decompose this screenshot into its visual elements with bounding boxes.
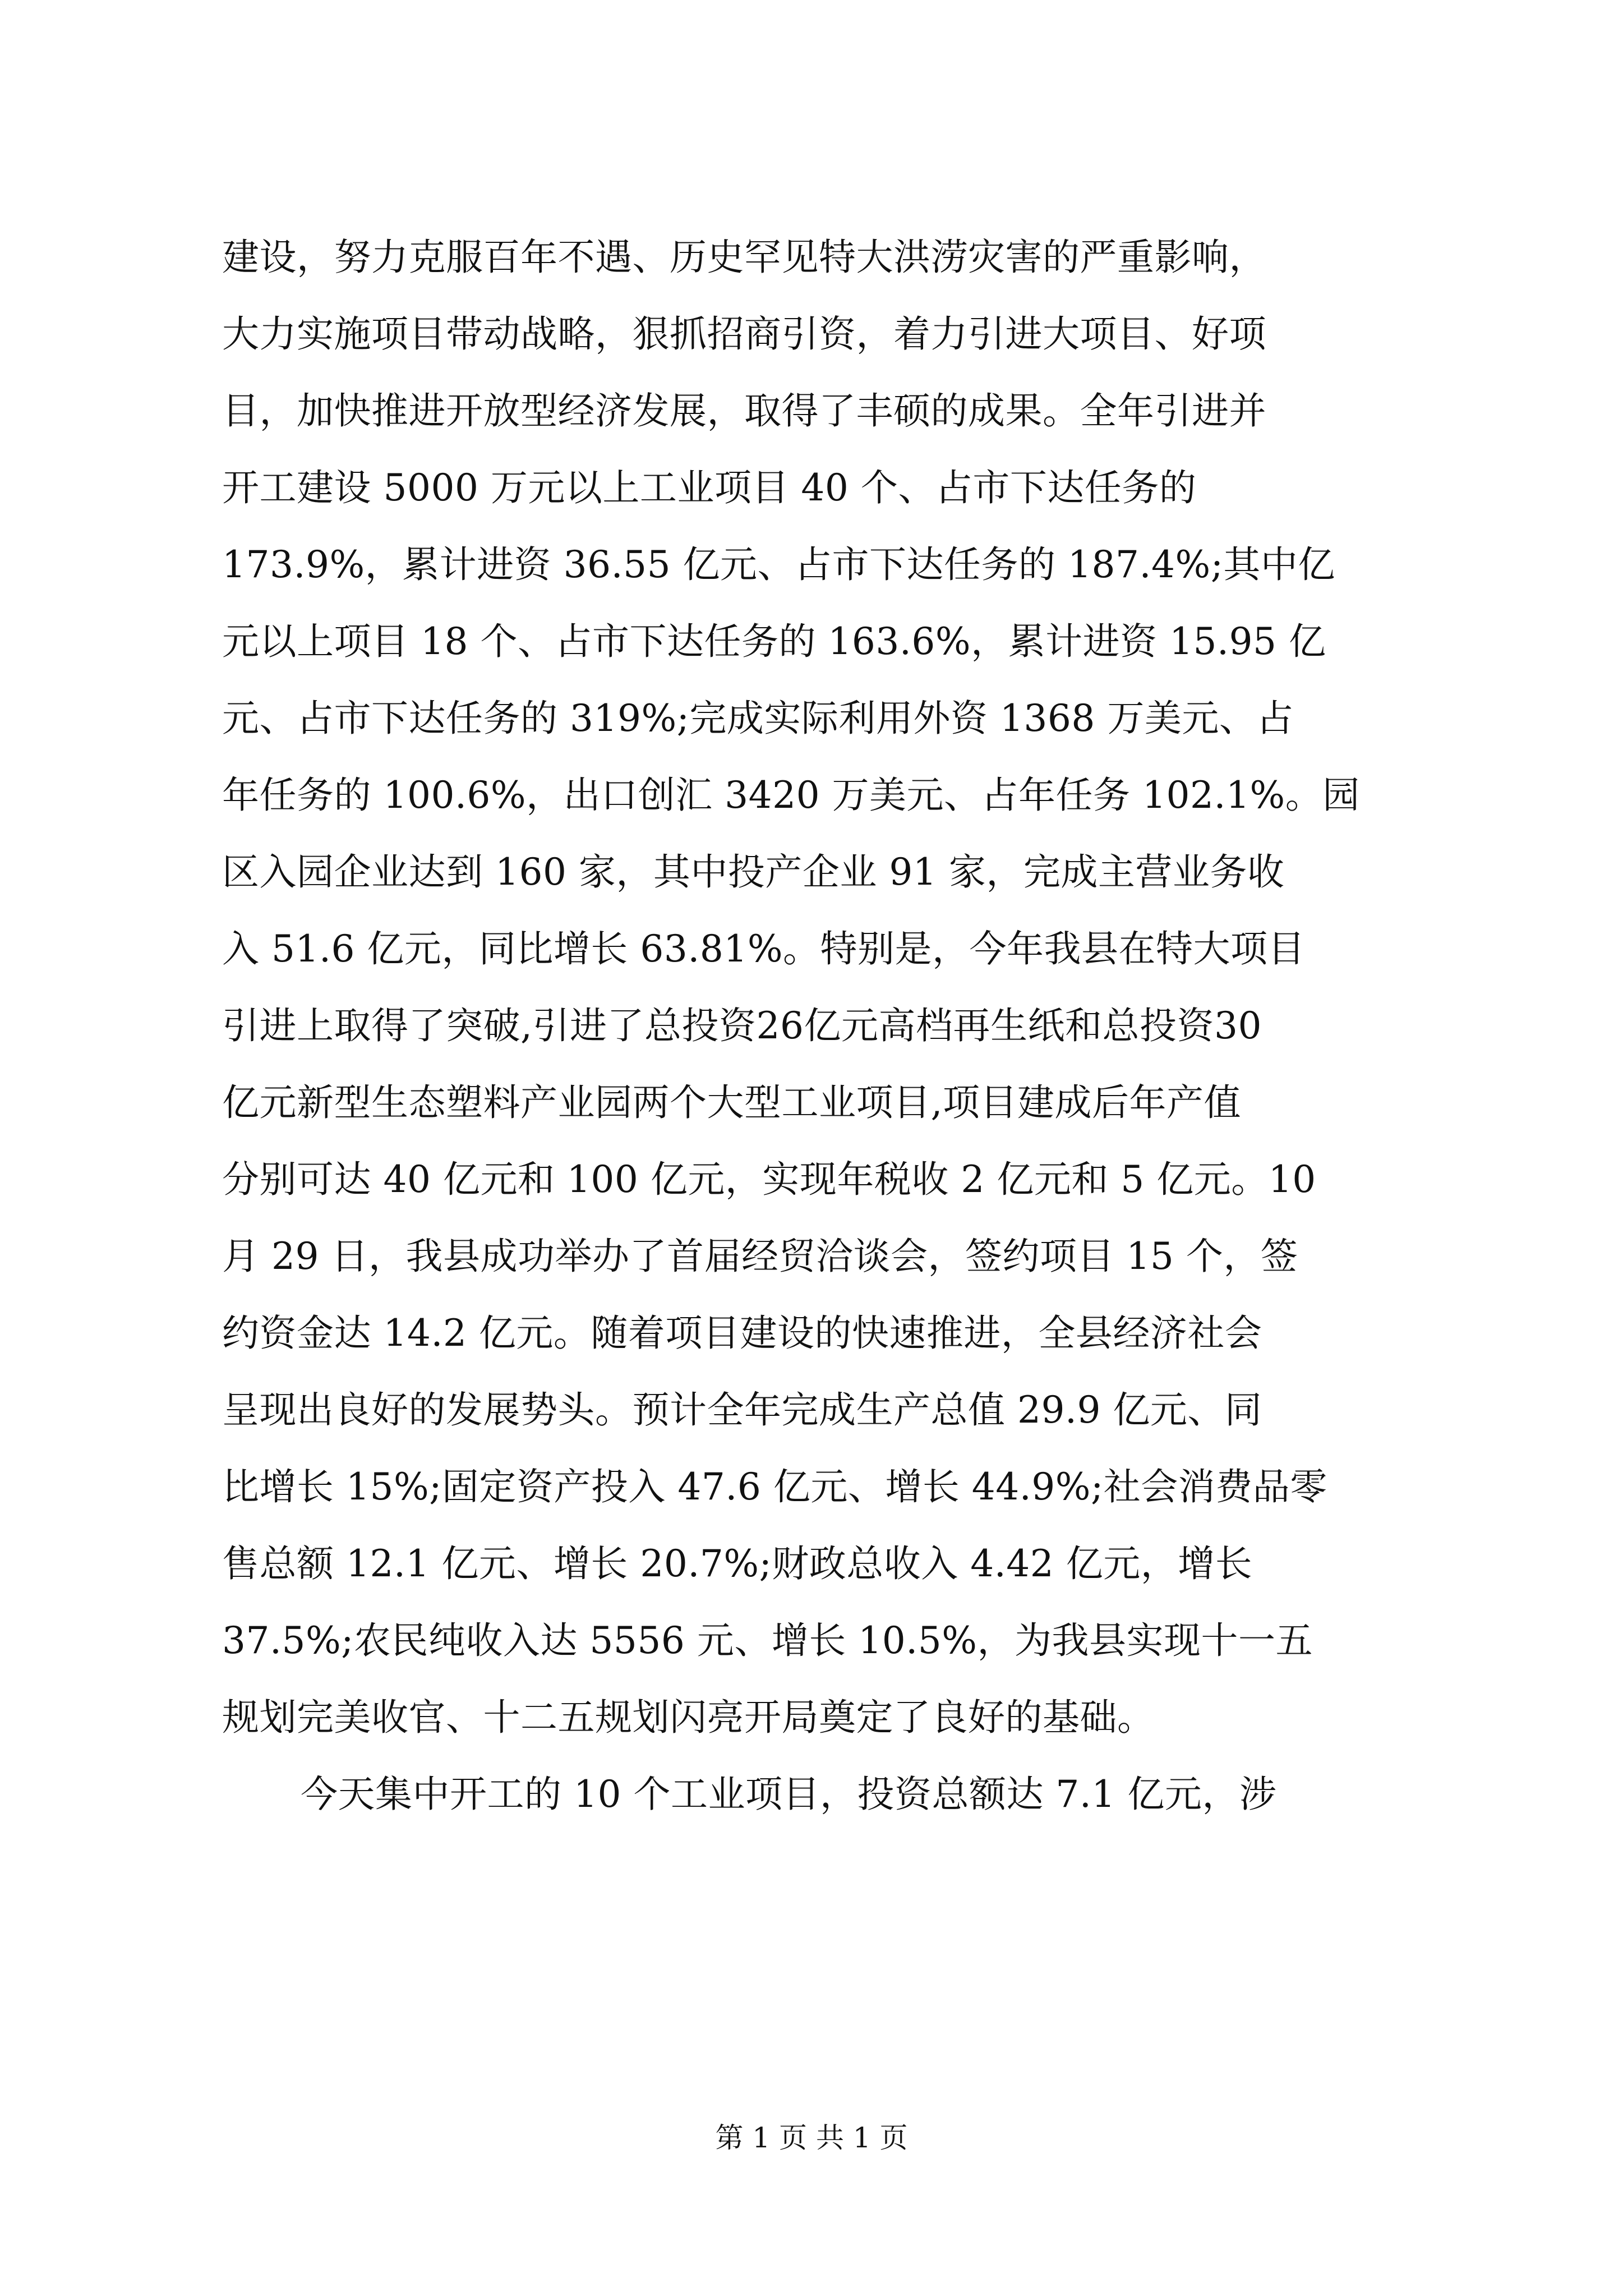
text-line: 引进上取得了突破,引进了总投资26亿元高档再生纸和总投资30 [222, 1004, 1262, 1047]
text-line: 建设，努力克服百年不遇、历史罕见特大洪涝灾害的严重影响， [222, 236, 1266, 279]
text-line: 售总额 12.1 亿元、增长 20.7%;财政总收入 4.42 亿元，增长 [222, 1542, 1253, 1585]
text-line: 呈现出良好的发展势头。预计全年完成生产总值 29.9 亿元、同 [222, 1388, 1262, 1432]
text-line: 年任务的 100.6%，出口创汇 3420 万美元、占年任务 102.1%。园 [222, 774, 1360, 817]
text-line: 亿元新型生态塑料产业园两个大型工业项目,项目建成后年产值 [222, 1081, 1241, 1124]
text-line: 开工建设 5000 万元以上工业项目 40 个、占市下达任务的 [222, 466, 1197, 509]
text-line: 元以上项目 18 个、占市下达任务的 163.6%，累计进资 15.95 亿 [222, 620, 1326, 663]
paragraph-start-line: 今天集中开工的 10 个工业项目，投资总额达 7.1 亿元，涉 [301, 1773, 1277, 1816]
text-line: 规划完美收官、十二五规划闪亮开局奠定了良好的基础。 [222, 1696, 1155, 1739]
text-line: 大力实施项目带动战略，狠抓招商引资，着力引进大项目、好项 [222, 312, 1266, 356]
text-line: 目，加快推进开放型经济发展，取得了丰硕的成果。全年引进并 [222, 389, 1266, 432]
text-line: 173.9%，累计进资 36.55 亿元、占市下达任务的 187.4%;其中亿 [222, 543, 1335, 586]
text-line: 元、占市下达任务的 319%;完成实际利用外资 1368 万美元、占 [222, 697, 1294, 740]
text-line: 分别可达 40 亿元和 100 亿元，实现年税收 2 亿元和 5 亿元。10 [222, 1158, 1316, 1201]
text-line: 入 51.6 亿元，同比增长 63.81%。特别是，今年我县在特大项目 [222, 927, 1306, 970]
page-footer [0, 2118, 1623, 2157]
text-line: 约资金达 14.2 亿元。随着项目建设的快速推进，全县经济社会 [222, 1312, 1262, 1355]
text-line: 37.5%;农民纯收入达 5556 元、增长 10.5%，为我县实现十一五 [222, 1619, 1313, 1662]
text-line: 区入园企业达到 160 家，其中投产企业 91 家，完成主营业务收 [222, 850, 1285, 894]
text-line: 比增长 15%;固定资产投入 47.6 亿元、增长 44.9%;社会消费品零 [222, 1465, 1327, 1508]
text-line: 月 29 日，我县成功举办了首届经贸洽谈会，签约项目 15 个，签 [222, 1235, 1298, 1278]
page-number: 第 1 页 共 1 页 [715, 2122, 908, 2154]
body-text [222, 219, 1411, 1833]
